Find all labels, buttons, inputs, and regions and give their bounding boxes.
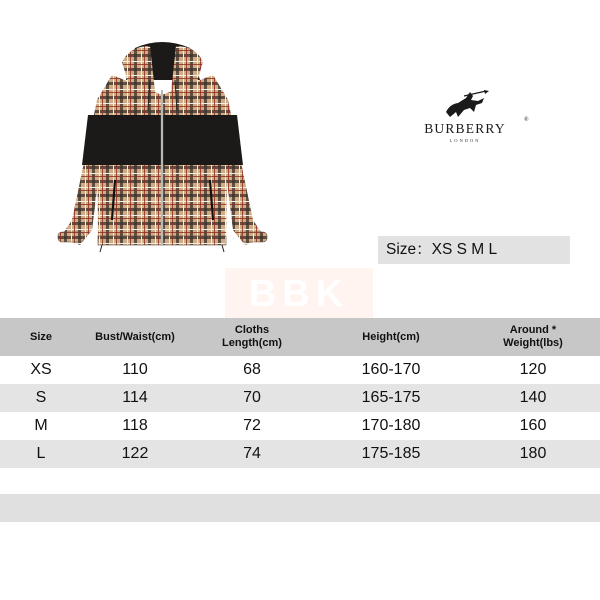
watermark: BBK: [225, 268, 373, 320]
cell-size: L: [36, 445, 46, 462]
header-weight-line1: Around *: [509, 324, 557, 336]
product-image: [50, 40, 275, 255]
header-weight: [466, 318, 600, 356]
table-row: [0, 412, 600, 440]
brand-name: BURBERRY: [424, 121, 506, 136]
size-chart-table: [0, 318, 600, 468]
equestrian-knight-icon: [440, 90, 490, 120]
cell-weight: 140: [519, 389, 547, 406]
header-size: Size: [29, 330, 52, 343]
cell-bust: 118: [122, 417, 148, 434]
cell-height: 175-185: [361, 445, 421, 462]
table-row: [0, 440, 600, 468]
cell-bust: 114: [122, 389, 148, 406]
registered-mark: ®: [524, 117, 529, 123]
header-weight-line2: Weight(lbs): [503, 337, 563, 349]
brand-logo: [400, 90, 530, 150]
jacket-illustration: [50, 40, 275, 255]
cell-height: 160-170: [361, 361, 421, 378]
cell-bust: 122: [121, 445, 149, 462]
footer-divider-band: [0, 494, 600, 522]
cell-length: 74: [243, 445, 261, 462]
brand-city: LONDON: [449, 138, 481, 143]
cell-length: 70: [243, 389, 261, 406]
header-cloths-length-line2: Length(cm): [222, 337, 282, 349]
cell-bust: 110: [122, 361, 148, 378]
header-height: Height(cm): [362, 330, 420, 343]
cell-size: M: [34, 417, 48, 434]
header-cloths-length: [188, 318, 316, 356]
available-sizes-banner: Size：XS S M L: [378, 236, 570, 264]
cell-weight: 120: [519, 361, 547, 378]
cell-height: 170-180: [361, 417, 421, 434]
cell-weight: 180: [519, 445, 547, 462]
table-row: [0, 356, 600, 384]
header-bust-waist: Bust/Waist(cm): [95, 330, 175, 343]
cell-length: 68: [243, 361, 261, 378]
cell-size: S: [35, 389, 47, 406]
cell-size: XS: [30, 361, 52, 378]
cell-height: 165-175: [361, 389, 421, 406]
cell-length: 72: [243, 417, 261, 434]
header-cloths-length-line1: Cloths: [234, 324, 270, 336]
cell-weight: 160: [519, 417, 547, 434]
table-row: [0, 384, 600, 412]
table-header-row: [0, 318, 600, 356]
